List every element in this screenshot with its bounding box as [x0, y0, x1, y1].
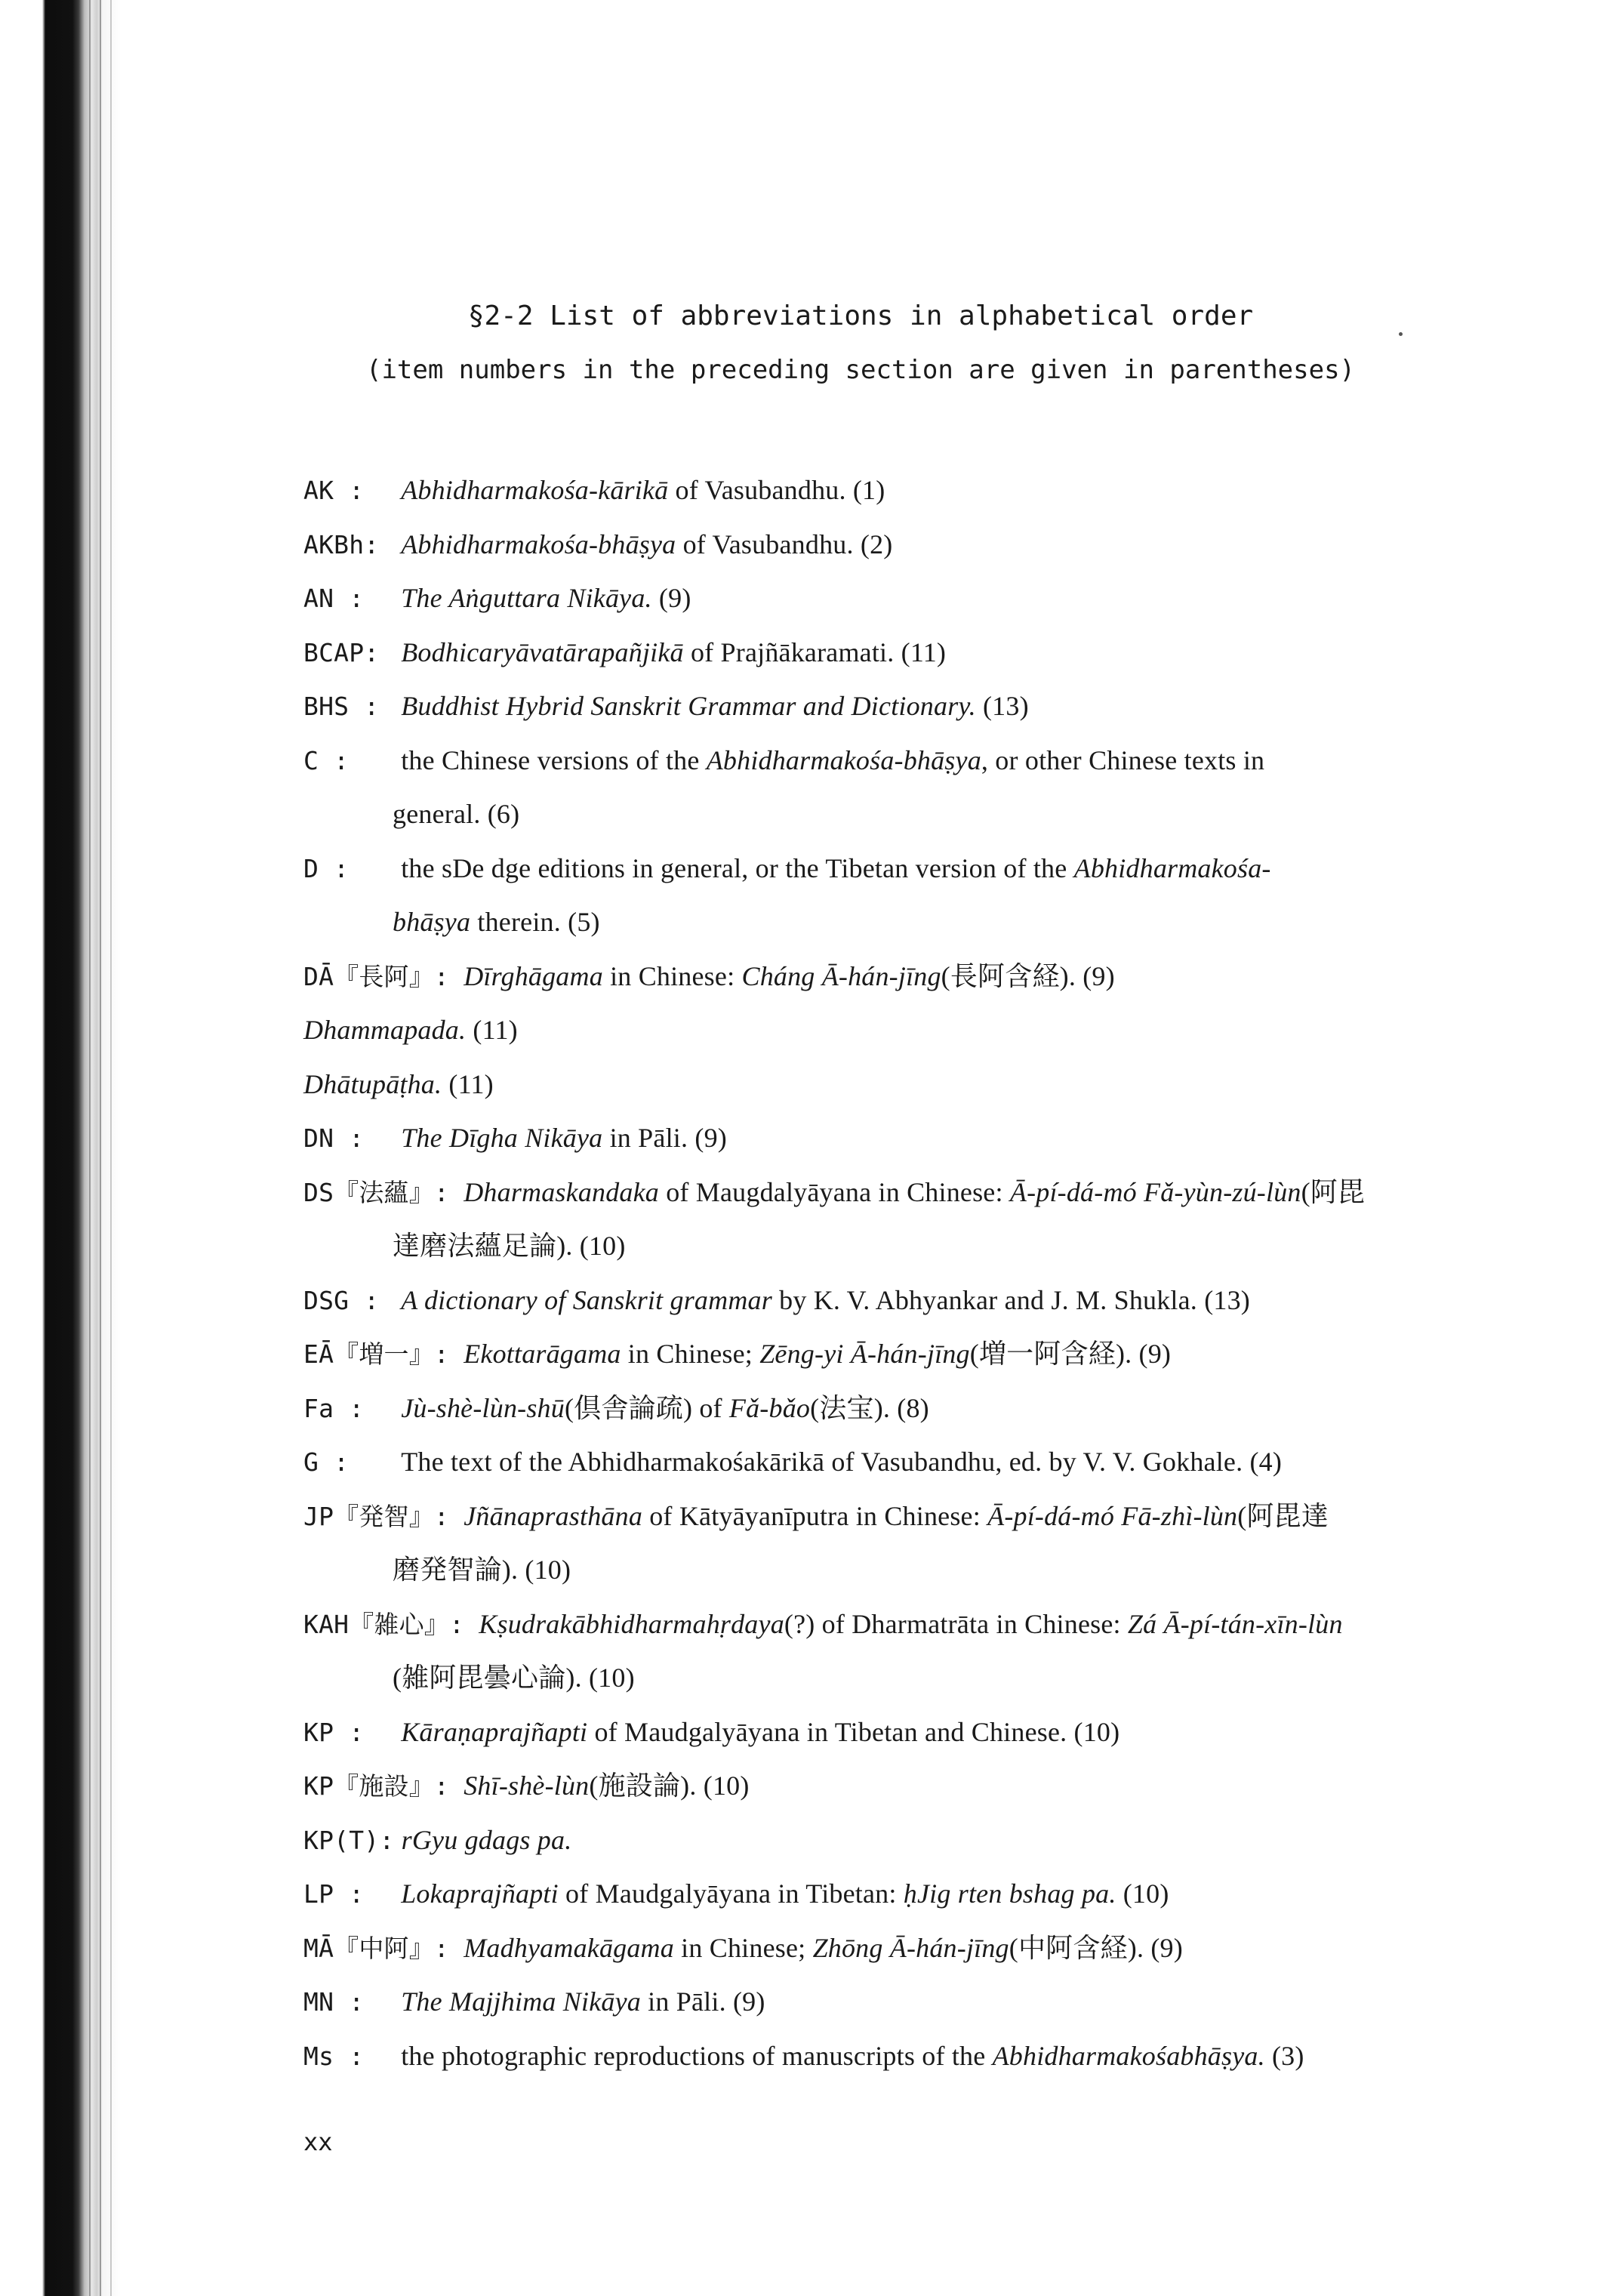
abbreviation-description-continued: 達磨法蘊足論). (10) — [393, 1231, 626, 1261]
abbreviation-entry — [303, 680, 1572, 734]
abbreviation-term: Ms : — [303, 2041, 365, 2071]
abbreviation-term: KP『施設』: — [303, 1771, 450, 1801]
abbreviation-description: The Dīgha Nikāya in Pāli. (9) — [401, 1123, 727, 1153]
abbreviation-entry — [303, 1814, 1572, 1868]
abbreviation-entry — [303, 842, 1572, 950]
abbreviation-description: The Aṅguttara Nikāya. (9) — [401, 583, 691, 613]
abbreviation-term: AKBh: — [303, 529, 380, 559]
abbreviation-entry — [303, 1166, 1572, 1274]
binding-line — [89, 0, 91, 2296]
abbreviation-entry — [303, 1003, 1572, 1058]
binding-line — [100, 0, 101, 2296]
abbreviation-description: the Chinese versions of the Abhidharmakośa-bhāṣya, or other Chinese texts in — [401, 744, 1265, 775]
abbreviation-entry — [303, 1382, 1572, 1436]
abbreviation-term: DS『法蘊』: — [303, 1177, 450, 1207]
abbreviation-description: Abhidharmakośa-kārikā of Vasubandhu. (1) — [401, 475, 885, 505]
abbreviation-term: MĀ『中阿』: — [303, 1933, 450, 1963]
speck — [1399, 332, 1403, 336]
abbreviation-description: Buddhist Hybrid Sanskrit Grammar and Dictionary. (13) — [401, 691, 1029, 721]
abbreviation-description: Ekottarāgama in Chinese; Zēng-yi Ā-hán-jīng(増一阿含経). (9) — [463, 1339, 1172, 1369]
abbreviation-description: the photographic reproductions of manuscripts of the Abhidharmakośabhāṣya. (3) — [401, 2040, 1304, 2071]
abbreviation-description: rGyu gdags pa. — [401, 1824, 572, 1855]
abbreviation-term: EĀ『増一』: — [303, 1339, 450, 1369]
abbreviation-term: AN : — [303, 584, 365, 613]
abbreviation-entry — [303, 1867, 1572, 1922]
abbreviation-entry — [303, 1598, 1572, 1706]
abbreviation-description: Dīrghāgama in Chinese: Cháng Ā-hán-jīng(長阿含経). (9) — [463, 960, 1115, 991]
abbreviation-entry — [303, 572, 1572, 626]
abbreviation-entry — [303, 1327, 1572, 1382]
abbreviation-list — [303, 464, 1572, 2083]
abbreviation-entry — [303, 1274, 1572, 1328]
abbreviation-term: Fa : — [303, 1393, 365, 1423]
abbreviation-term: G : — [303, 1447, 350, 1477]
abbreviation-description: the sDe dge editions in general, or the Tibetan version of the Abhidharmakośa- — [401, 852, 1271, 883]
section-title: §2-2 List of abbreviations in alphabetical order — [467, 300, 1254, 331]
abbreviation-entry — [303, 2029, 1572, 2084]
binding-line — [110, 0, 112, 2296]
abbreviation-description: Lokaprajñapti of Maudgalyāyana in Tibetan: ḥJig rten bshag pa. (10) — [401, 1878, 1169, 1909]
abbreviation-entry — [303, 734, 1572, 842]
abbreviation-description: Madhyamakāgama in Chinese; Zhōng Ā-hán-jīng(中阿含経). (9) — [463, 1932, 1183, 1963]
abbreviation-description: Dhātupāṭha. (11) — [303, 1068, 494, 1099]
abbreviation-term: MN : — [303, 1987, 365, 2017]
abbreviation-entry — [303, 1706, 1572, 1760]
abbreviation-entry — [303, 1111, 1572, 1166]
abbreviation-description: Jù-shè-lùn-shū(倶舎論疏) of Fǎ-bǎo(法宝). (8) — [401, 1392, 929, 1423]
abbreviation-term: DSG : — [303, 1285, 380, 1315]
abbreviation-term: DĀ『長阿』: — [303, 961, 450, 991]
abbreviation-term: C : — [303, 745, 350, 775]
abbreviation-entry — [303, 626, 1572, 680]
abbreviation-description-continued: bhāṣya therein. (5) — [393, 907, 600, 937]
page-number: xx — [303, 2128, 333, 2156]
abbreviation-description: Dhammapada. (11) — [303, 1015, 518, 1045]
abbreviation-description: Dharmaskandaka of Maugdalyāyana in Chinese: Ā-pí-dá-mó Fǎ-yùn-zú-lùn(阿毘 — [463, 1176, 1366, 1207]
abbreviation-term: BCAP: — [303, 637, 380, 667]
abbreviation-description: Shī-shè-lùn(施設論). (10) — [463, 1771, 750, 1801]
abbreviation-entry — [303, 1490, 1572, 1598]
abbreviation-entry — [303, 464, 1572, 518]
abbreviation-description: Kṣudrakābhidharmahṛdaya(?) of Dharmatrāta in Chinese: Zá Ā-pí-tán-xīn-lùn — [479, 1608, 1343, 1639]
abbreviation-description-continued: 磨発智論). (10) — [393, 1555, 571, 1585]
abbreviation-description: Kāraṇaprajñapti of Maudgalyāyana in Tibetan and Chinese. (10) — [401, 1716, 1120, 1747]
abbreviation-description: A dictionary of Sanskrit grammar by K. V. Abhyankar and J. M. Shukla. (13) — [401, 1284, 1250, 1315]
abbreviation-entry — [303, 1435, 1572, 1490]
abbreviation-term: KP(T): — [303, 1825, 395, 1855]
abbreviation-term: D : — [303, 853, 350, 883]
abbreviation-description: The Majjhima Nikāya in Pāli. (9) — [401, 1986, 765, 2017]
abbreviation-description: Abhidharmakośa-bhāṣya of Vasubandhu. (2) — [401, 529, 893, 559]
abbreviation-term: LP : — [303, 1879, 365, 1909]
abbreviation-entry — [303, 1922, 1572, 1976]
abbreviation-term: KP : — [303, 1717, 365, 1747]
abbreviation-term: DN : — [303, 1123, 365, 1153]
abbreviation-entry — [303, 1759, 1572, 1814]
abbreviation-description-continued: (雑阿毘曇心論). (10) — [393, 1663, 635, 1693]
abbreviation-description: Bodhicaryāvatārapañjikā of Prajñākaramati. (11) — [401, 636, 947, 667]
abbreviation-term: KAH『雑心』: — [303, 1609, 465, 1639]
abbreviation-description: The text of the Abhidharmakośakārikā of Vasubandhu, ed. by V. V. Gokhale. (4) — [401, 1447, 1283, 1477]
abbreviation-entry — [303, 1975, 1572, 2029]
abbreviation-description-continued: general. (6) — [393, 799, 520, 829]
abbreviation-entry — [303, 950, 1572, 1004]
abbreviation-entry — [303, 1058, 1572, 1112]
abbreviation-term: AK : — [303, 476, 365, 505]
abbreviation-entry — [303, 518, 1572, 572]
book-binding-shadow — [0, 0, 121, 2296]
abbreviation-term: JP『発智』: — [303, 1501, 450, 1531]
section-subtitle: (item numbers in the preceding section are given in parentheses) — [365, 355, 1356, 385]
abbreviation-description: Jñānaprasthāna of Kātyāyanīputra in Chinese: Ā-pí-dá-mó Fā-zhì-lùn(阿毘達 — [463, 1500, 1329, 1531]
abbreviation-term: BHS : — [303, 692, 380, 721]
